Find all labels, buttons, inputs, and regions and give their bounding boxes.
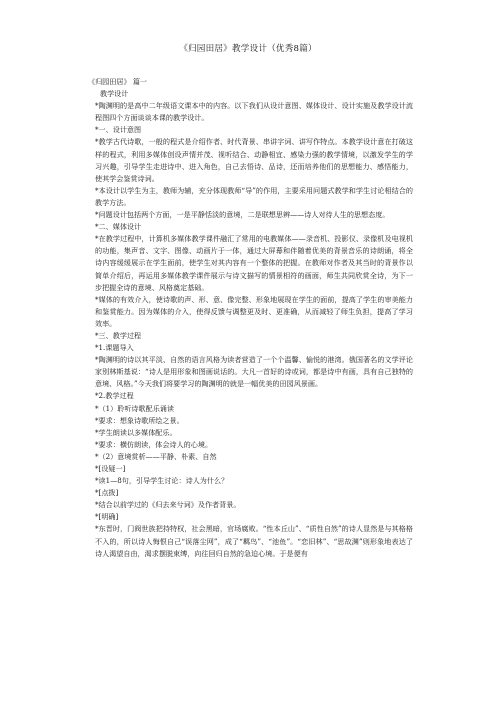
paragraph: *（2）意境赏析——平静、朴素、自然 (95, 451, 217, 461)
paragraph: *要求：想象诗歌所绘之景。 (95, 415, 184, 425)
paragraph: *要求：横仿朗读，体会诗人的心境。 (95, 439, 213, 449)
paragraph: *陶渊明的诗以其平淡、自然的语言风格为读者营造了一个个温馨、愉悦的港湾。俄国著名的文学评论家别林斯基说：“诗人是用形象和图画说话的。大凡一首好的诗或词，都是诗中有画，具有自己独特的意境、风格。”今天我们将要学习的陶渊明的就是一幅优美的田园风景画。 (95, 355, 413, 389)
paragraph: *结合以前学过的《归去来兮词》及作者背景。 (95, 500, 241, 510)
paragraph: *东晋时，门阀世族把持特权，社会黑暗，官场腐败。“性本丘山”、“质性自然”的诗人显然是与其格格不入的，所以诗人悔恨自己“误落尘网”，成了“羁鸟”、“池鱼”。“恋旧林”、“思故渊”则形象地表达了诗人渴望自由，渴求摆脱束缚，向往回归自然的急迫心境。于是便有 (95, 524, 413, 558)
paragraph: *媒体的有效介入，使诗歌的声、形、意、像完整、形象地展现在学生的面前，提高了学生的审美能力和鉴赏能力。因为媒体的介入，使得反馈与调整更及时、更准确，从而减轻了师生负担，提高了学习效率。 (95, 294, 413, 328)
paragraph: *陶渊明的是高中二年级语文课本中的内容。以下我们从设计意图、媒体设计、设计实施及教学设计流程图四个方面谈谈本课的教学设计。 (95, 101, 413, 123)
paragraph: *1.课题导入 (95, 343, 134, 353)
paragraph: *二、媒体设计 (95, 222, 142, 232)
paragraph: *[点拨] (95, 488, 119, 498)
paragraph: *读1—8句，引导学生讨论：诗人为什么？ (95, 476, 229, 486)
sub-heading: 教学设计 (100, 89, 129, 99)
section-heading: 《归园田居》 篇一 (88, 77, 148, 86)
document-title: 《归园田居》教学设计（优秀8篇） (179, 44, 317, 54)
paragraph: *本设计以学生为主，教师为辅，充分体现教师“导”的作用，主要采用问题式教学和学生讨论相结合的教学方法。 (95, 185, 413, 207)
document-body (88, 76, 413, 560)
paragraph: *问题设计包括两个方面，一是平静恬淡的意境，二是联想思辨——诗人对待人生的思想态度。 (95, 210, 390, 220)
paragraph: *[设疑一] (95, 464, 126, 473)
paragraph: *在教学过程中，计算机多媒体教学课件融汇了常用的电教媒体——录音机、投影仪、录像机及电视机的功能，集声音、文字、图像、动画片于一体，通过大屏幕和伴随着优美的背景音乐的诗朗诵，将全诗内容缓缓展示在学生面前，使学生对其内容有一个整体的把握。在教师对作者及其当时的背景作以简单介绍后，再运用多媒体教学课件展示与诗文描写的情景相符的画面，师生共同欣赏全诗，为下一步把握全诗的意境、风格奠定基础。 (95, 234, 413, 292)
paragraph: *教学古代诗歌，一般的程式是介绍作者、时代背景、串讲字词、讲写作特点。本教学设计意在打破这样的程式，利用多媒体创设声情并茂、视听结合、动静相宜、感染力强的教学情境，以激发学生的学习兴趣，引导学生走进诗中、进入角色，自己去悟诗、品诗，还而培养他们的思想能力、感悟能力，使其学会鉴赏诗词。 (95, 137, 413, 183)
paragraph: *（1）聆听诗歌配乐诵读 (95, 403, 174, 413)
paragraph: *一、设计意图 (95, 125, 142, 135)
paragraph: *学生朗读以多媒体配乐。 (95, 427, 177, 437)
paragraph: *[明确] (95, 512, 119, 522)
paragraph: *三、教学过程 (95, 330, 142, 340)
paragraph: *2.教学过程 (95, 391, 134, 401)
